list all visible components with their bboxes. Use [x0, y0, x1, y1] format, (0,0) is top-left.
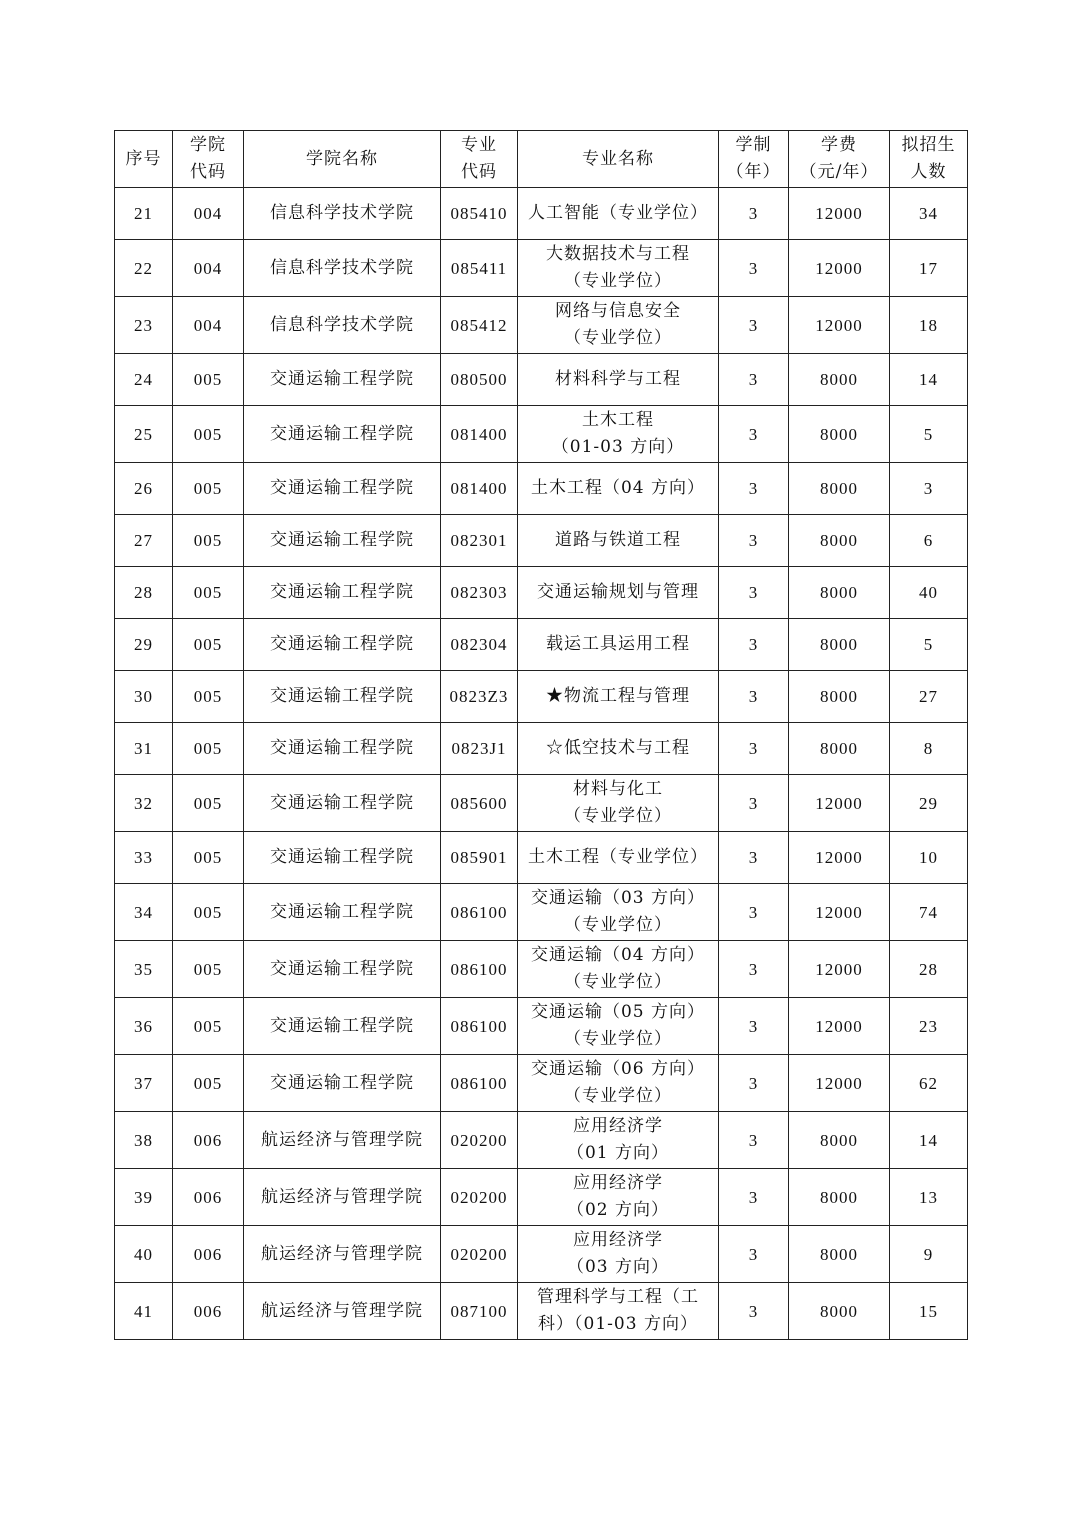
- quota-cell: 9: [890, 1226, 968, 1283]
- table-row: [115, 1112, 968, 1169]
- seq-cell: 26: [115, 463, 173, 515]
- major-name-cell: [518, 354, 719, 406]
- major-name-line: 交通运输（03 方向）: [530, 888, 706, 908]
- major-name-line: 应用经济学: [573, 1173, 663, 1193]
- table-row: [115, 463, 968, 515]
- seq-cell: 25: [115, 406, 173, 463]
- major-name-line: 网络与信息安全: [555, 301, 681, 321]
- major-code-cell: 086100: [441, 884, 518, 941]
- quota-cell: 14: [890, 354, 968, 406]
- fee-cell: 12000: [789, 941, 890, 998]
- major-name-header: [518, 131, 719, 188]
- major-name-line: （03 方向）: [566, 1257, 670, 1277]
- college-name-cell: 航运经济与管理学院: [244, 1283, 441, 1340]
- college-code-cell: 006: [173, 1169, 244, 1226]
- years-cell: 3: [719, 941, 789, 998]
- major-code-cell: 087100: [441, 1283, 518, 1340]
- college-code-cell: 005: [173, 567, 244, 619]
- seq-cell: 36: [115, 998, 173, 1055]
- major-name-line: 材料与化工: [573, 779, 663, 799]
- major-name-cell: [518, 998, 719, 1055]
- quota-cell: 23: [890, 998, 968, 1055]
- fee-cell: 12000: [789, 188, 890, 240]
- major-name-cell: [518, 1112, 719, 1169]
- major-name-line: 管理科学与工程（工: [537, 1287, 699, 1307]
- college-name-cell: 交通运输工程学院: [244, 515, 441, 567]
- table-row: [115, 1055, 968, 1112]
- college-code-cell: 005: [173, 354, 244, 406]
- major-code-cell: 085600: [441, 775, 518, 832]
- college-name-cell: 交通运输工程学院: [244, 941, 441, 998]
- major-name-cell: [518, 1283, 719, 1340]
- years-cell: 3: [719, 671, 789, 723]
- major-name-line: 载运工具运用工程: [546, 634, 690, 654]
- major-code-cell: 080500: [441, 354, 518, 406]
- major-name-cell: [518, 671, 719, 723]
- fee-header: [789, 131, 890, 188]
- college-code-cell: 006: [173, 1112, 244, 1169]
- years-cell: 3: [719, 619, 789, 671]
- header-text: 学院名称: [306, 148, 378, 169]
- major-name-line: （02 方向）: [566, 1200, 670, 1220]
- years-cell: 3: [719, 1055, 789, 1112]
- header-text: 人数: [910, 162, 947, 182]
- major-name-line: （专业学位）: [564, 1029, 672, 1049]
- table-body: [115, 188, 968, 1340]
- college-code-cell: 004: [173, 297, 244, 354]
- table-row: [115, 297, 968, 354]
- major-code-cell: 082303: [441, 567, 518, 619]
- quota-cell: 29: [890, 775, 968, 832]
- major-name-line: ★物流工程与管理: [546, 686, 690, 706]
- major-code-cell: 081400: [441, 406, 518, 463]
- quota-cell: 17: [890, 240, 968, 297]
- major-name-line: 应用经济学: [573, 1230, 663, 1250]
- major-name-cell: [518, 775, 719, 832]
- table-row: [115, 998, 968, 1055]
- header-text: （年）: [726, 162, 781, 182]
- admissions-table: [114, 130, 968, 1340]
- college-code-cell: 005: [173, 941, 244, 998]
- seq-cell: 35: [115, 941, 173, 998]
- major-name-line: 科）（01-03 方向）: [538, 1314, 698, 1334]
- seq-cell: 30: [115, 671, 173, 723]
- college-code-cell: 005: [173, 723, 244, 775]
- fee-cell: 12000: [789, 297, 890, 354]
- seq-header: [115, 131, 173, 188]
- quota-cell: 27: [890, 671, 968, 723]
- major-name-cell: [518, 884, 719, 941]
- college-name-cell: 航运经济与管理学院: [244, 1112, 441, 1169]
- major-code-cell: 086100: [441, 1055, 518, 1112]
- college-name-cell: 航运经济与管理学院: [244, 1169, 441, 1226]
- major-name-cell: [518, 240, 719, 297]
- fee-cell: 8000: [789, 1169, 890, 1226]
- major-name-line: （专业学位）: [564, 915, 672, 935]
- college-name-cell: 交通运输工程学院: [244, 832, 441, 884]
- major-name-line: 大数据技术与工程: [546, 244, 690, 264]
- years-cell: 3: [719, 297, 789, 354]
- table-row: [115, 515, 968, 567]
- major-code-header: [441, 131, 518, 188]
- quota-cell: 28: [890, 941, 968, 998]
- college-code-cell: 005: [173, 832, 244, 884]
- table-row: [115, 1169, 968, 1226]
- seq-cell: 28: [115, 567, 173, 619]
- major-code-cell: 020200: [441, 1169, 518, 1226]
- fee-cell: 8000: [789, 1112, 890, 1169]
- major-name-cell: [518, 723, 719, 775]
- seq-cell: 34: [115, 884, 173, 941]
- major-name-line: 交通运输（04 方向）: [530, 945, 706, 965]
- table-row: [115, 671, 968, 723]
- header-text: 学制: [735, 135, 772, 155]
- college-code-cell: 004: [173, 188, 244, 240]
- major-code-cell: 085411: [441, 240, 518, 297]
- college-code-cell: 004: [173, 240, 244, 297]
- fee-cell: 8000: [789, 463, 890, 515]
- fee-cell: 12000: [789, 832, 890, 884]
- college-name-cell: 交通运输工程学院: [244, 619, 441, 671]
- major-name-cell: [518, 1055, 719, 1112]
- table-row: [115, 188, 968, 240]
- table-row: [115, 240, 968, 297]
- major-name-cell: [518, 567, 719, 619]
- major-name-line: 交通运输（05 方向）: [530, 1002, 706, 1022]
- quota-header: [890, 131, 968, 188]
- college-code-cell: 005: [173, 775, 244, 832]
- major-name-cell: [518, 1226, 719, 1283]
- fee-cell: 8000: [789, 515, 890, 567]
- major-name-cell: [518, 832, 719, 884]
- major-name-line: 土木工程: [582, 410, 654, 430]
- major-name-line: （01-03 方向）: [551, 437, 685, 457]
- table-row: [115, 1283, 968, 1340]
- header-row: [115, 131, 968, 188]
- major-code-cell: 081400: [441, 463, 518, 515]
- table-row: [115, 832, 968, 884]
- fee-cell: 8000: [789, 567, 890, 619]
- college-name-cell: 信息科学技术学院: [244, 297, 441, 354]
- quota-cell: 8: [890, 723, 968, 775]
- major-code-cell: 085410: [441, 188, 518, 240]
- major-code-cell: 082304: [441, 619, 518, 671]
- years-cell: 3: [719, 998, 789, 1055]
- major-name-cell: [518, 941, 719, 998]
- college-name-cell: 交通运输工程学院: [244, 671, 441, 723]
- years-cell: 3: [719, 723, 789, 775]
- college-name-cell: 交通运输工程学院: [244, 723, 441, 775]
- quota-cell: 5: [890, 406, 968, 463]
- seq-cell: 32: [115, 775, 173, 832]
- years-cell: 3: [719, 1283, 789, 1340]
- header-text: 拟招生: [901, 135, 956, 155]
- college-name-cell: 交通运输工程学院: [244, 998, 441, 1055]
- major-name-cell: [518, 515, 719, 567]
- years-cell: 3: [719, 567, 789, 619]
- years-cell: 3: [719, 775, 789, 832]
- college-code-cell: 005: [173, 1055, 244, 1112]
- major-name-line: 交通运输规划与管理: [537, 582, 699, 602]
- major-name-line: （01 方向）: [566, 1143, 670, 1163]
- years-cell: 3: [719, 1112, 789, 1169]
- major-code-cell: 086100: [441, 941, 518, 998]
- header-text: （元/年）: [799, 162, 879, 182]
- major-code-cell: 0823J1: [441, 723, 518, 775]
- fee-cell: 8000: [789, 723, 890, 775]
- major-name-cell: [518, 619, 719, 671]
- major-name-line: （专业学位）: [564, 1086, 672, 1106]
- major-name-cell: [518, 297, 719, 354]
- college-name-cell: 交通运输工程学院: [244, 1055, 441, 1112]
- college-name-cell: 交通运输工程学院: [244, 775, 441, 832]
- years-cell: 3: [719, 406, 789, 463]
- major-name-line: 材料科学与工程: [555, 369, 681, 389]
- college-name-cell: 交通运输工程学院: [244, 884, 441, 941]
- fee-cell: 12000: [789, 240, 890, 297]
- header-text: 学院: [190, 135, 226, 155]
- seq-cell: 29: [115, 619, 173, 671]
- quota-cell: 40: [890, 567, 968, 619]
- major-name-line: 人工智能（专业学位）: [528, 203, 708, 223]
- college-code-cell: 005: [173, 463, 244, 515]
- quota-cell: 34: [890, 188, 968, 240]
- years-header: [719, 131, 789, 188]
- table-row: [115, 567, 968, 619]
- seq-cell: 38: [115, 1112, 173, 1169]
- years-cell: 3: [719, 1169, 789, 1226]
- table-row: [115, 406, 968, 463]
- fee-cell: 12000: [789, 1055, 890, 1112]
- years-cell: 3: [719, 515, 789, 567]
- college-code-cell: 005: [173, 515, 244, 567]
- major-name-line: 道路与铁道工程: [555, 530, 681, 550]
- table-row: [115, 884, 968, 941]
- college-name-cell: 交通运输工程学院: [244, 406, 441, 463]
- college-code-cell: 005: [173, 884, 244, 941]
- seq-cell: 21: [115, 188, 173, 240]
- college-code-cell: 006: [173, 1226, 244, 1283]
- major-name-line: 应用经济学: [573, 1116, 663, 1136]
- major-code-cell: 020200: [441, 1226, 518, 1283]
- fee-cell: 8000: [789, 671, 890, 723]
- major-name-line: （专业学位）: [564, 328, 672, 348]
- college-code-cell: 006: [173, 1283, 244, 1340]
- major-name-cell: [518, 188, 719, 240]
- seq-cell: 39: [115, 1169, 173, 1226]
- years-cell: 3: [719, 1226, 789, 1283]
- quota-cell: 3: [890, 463, 968, 515]
- college-name-cell: 交通运输工程学院: [244, 567, 441, 619]
- college-name-cell: 交通运输工程学院: [244, 354, 441, 406]
- quota-cell: 10: [890, 832, 968, 884]
- major-name-cell: [518, 406, 719, 463]
- major-code-cell: 086100: [441, 998, 518, 1055]
- fee-cell: 8000: [789, 619, 890, 671]
- years-cell: 3: [719, 354, 789, 406]
- quota-cell: 13: [890, 1169, 968, 1226]
- college-code-cell: 005: [173, 671, 244, 723]
- major-code-cell: 020200: [441, 1112, 518, 1169]
- header-text: 代码: [190, 162, 226, 182]
- table-row: [115, 941, 968, 998]
- college-name-cell: 航运经济与管理学院: [244, 1226, 441, 1283]
- years-cell: 3: [719, 463, 789, 515]
- college-name-cell: 信息科学技术学院: [244, 188, 441, 240]
- fee-cell: 12000: [789, 884, 890, 941]
- quota-cell: 62: [890, 1055, 968, 1112]
- years-cell: 3: [719, 240, 789, 297]
- seq-cell: 23: [115, 297, 173, 354]
- college-code-cell: 005: [173, 619, 244, 671]
- major-code-cell: 085412: [441, 297, 518, 354]
- fee-cell: 8000: [789, 1283, 890, 1340]
- major-name-line: （专业学位）: [564, 271, 672, 291]
- header-text: 序号: [125, 148, 162, 169]
- college-code-cell: 005: [173, 998, 244, 1055]
- college-code-header: [173, 131, 244, 188]
- quota-cell: 5: [890, 619, 968, 671]
- seq-cell: 27: [115, 515, 173, 567]
- college-name-header: [244, 131, 441, 188]
- major-code-cell: 085901: [441, 832, 518, 884]
- major-name-line: ☆低空技术与工程: [546, 738, 690, 758]
- college-name-cell: 交通运输工程学院: [244, 463, 441, 515]
- quota-cell: 18: [890, 297, 968, 354]
- major-name-line: 土木工程（专业学位）: [528, 847, 708, 867]
- table-row: [115, 723, 968, 775]
- seq-cell: 41: [115, 1283, 173, 1340]
- fee-cell: 8000: [789, 354, 890, 406]
- college-name-cell: 信息科学技术学院: [244, 240, 441, 297]
- major-code-cell: 082301: [441, 515, 518, 567]
- major-name-line: 交通运输（06 方向）: [530, 1059, 706, 1079]
- fee-cell: 12000: [789, 998, 890, 1055]
- table-row: [115, 619, 968, 671]
- quota-cell: 74: [890, 884, 968, 941]
- quota-cell: 14: [890, 1112, 968, 1169]
- table-row: [115, 1226, 968, 1283]
- seq-cell: 33: [115, 832, 173, 884]
- header-text: 学费: [821, 135, 857, 155]
- major-name-cell: [518, 1169, 719, 1226]
- seq-cell: 37: [115, 1055, 173, 1112]
- table-row: [115, 354, 968, 406]
- seq-cell: 24: [115, 354, 173, 406]
- fee-cell: 12000: [789, 775, 890, 832]
- major-code-cell: 0823Z3: [441, 671, 518, 723]
- header-text: 专业名称: [582, 148, 654, 169]
- major-name-line: （专业学位）: [564, 806, 672, 826]
- college-code-cell: 005: [173, 406, 244, 463]
- major-name-line: （专业学位）: [564, 972, 672, 992]
- header-text: 专业: [461, 135, 497, 155]
- years-cell: 3: [719, 188, 789, 240]
- major-name-cell: [518, 463, 719, 515]
- years-cell: 3: [719, 884, 789, 941]
- table-header: [115, 131, 968, 188]
- fee-cell: 8000: [789, 1226, 890, 1283]
- table-row: [115, 775, 968, 832]
- quota-cell: 6: [890, 515, 968, 567]
- major-name-line: 土木工程（04 方向）: [530, 478, 706, 498]
- seq-cell: 40: [115, 1226, 173, 1283]
- quota-cell: 15: [890, 1283, 968, 1340]
- seq-cell: 31: [115, 723, 173, 775]
- years-cell: 3: [719, 832, 789, 884]
- header-text: 代码: [461, 162, 497, 182]
- fee-cell: 8000: [789, 406, 890, 463]
- seq-cell: 22: [115, 240, 173, 297]
